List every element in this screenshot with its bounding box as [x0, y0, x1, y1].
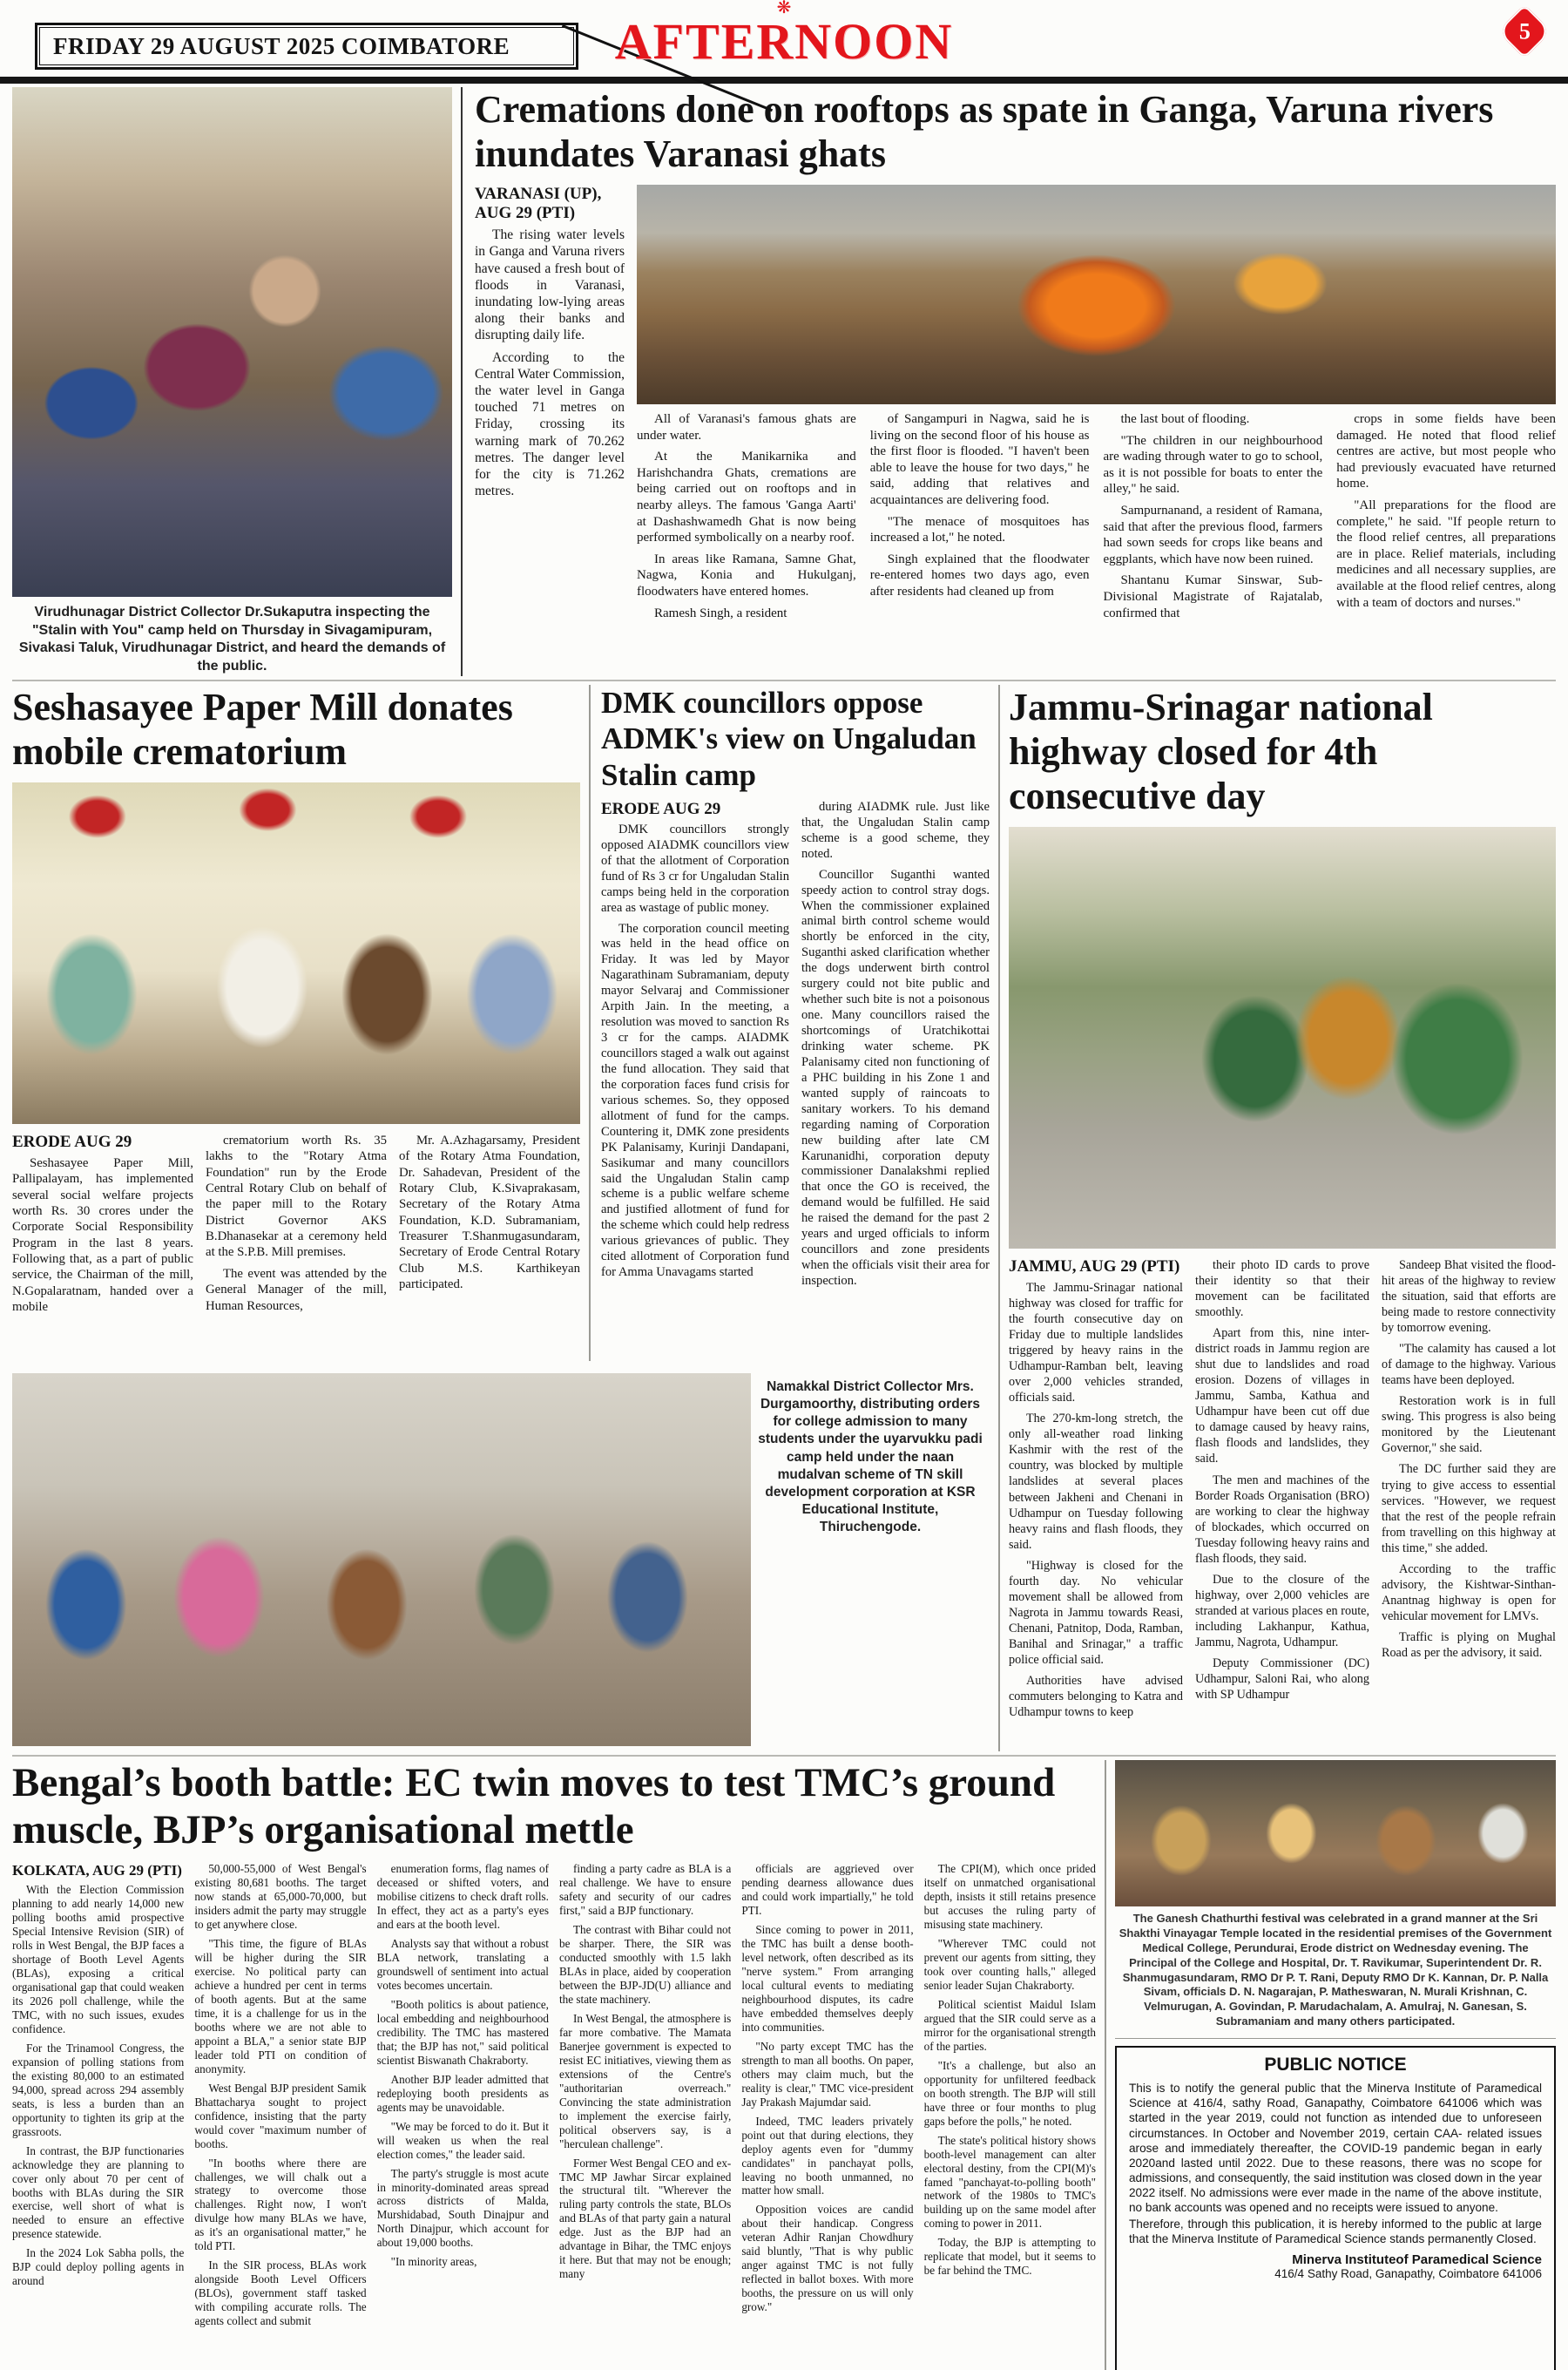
paragraph: For the Trinamool Congress, the expansion of polling stations from the existing 80,000 to an estimated 94,000, spread across 294 assembly seats, is less a burden than an opportunity to tighten its grip at the grassroots. — [12, 2041, 185, 2138]
paragraph: "Wherever TMC could not prevent our agents from sitting, they took over counting halls," alleged senior leader Sujan Chakraborty. — [923, 1937, 1096, 1992]
page-number: 5 — [1518, 18, 1531, 44]
jammu-col1 — [1009, 1257, 1183, 1751]
bengal-col2 — [194, 1862, 366, 2370]
paragraph: The men and machines of the Border Roads Organisation (BRO) are working to clear the highway of blockades, which occurred on Tuesday following heavy rains and flash floods, they said. — [1195, 1473, 1369, 1566]
paragraph: 50,000-55,000 of West Bengal's existing 80,681 booths. The target now stands at 65,000-70,000, but insiders admit the party may struggle to get anywhere close. — [194, 1862, 367, 1932]
article-dmk — [599, 685, 990, 1361]
paragraph: the last bout of flooding. — [1120, 412, 1250, 427]
vertical-divider — [1105, 1760, 1106, 2370]
paragraph: "The calamity has caused a lot of damage to the highway. Various teams have been deployed. — [1382, 1342, 1556, 1388]
paragraph: Political scientist Maidul Islam argued that the SIR could serve as a mirror for the organisational strength of the parties. — [923, 1997, 1096, 2053]
paragraph: "All preparations for the flood are complete," he said. "If people return to the flood relief centres, all preparations are in place. Relief materials, including medicines and all necessary supplies, are available at the flood relief centres, along with a team of doctors and nurses." — [1336, 498, 1556, 610]
paragraph: Mr. A.Azhagarsamy, President of the Rotary Atma Foundation, Dr. Sahadevan, President of the Rotary Club, K.Sivaprakasam, Secretary of the Rotary Atma Foundation, K.D. Subramaniam, Treasurer T.Shanmugasundaram, Secretary of Erode Central Rotary Club M.S. Karthikeyan participated. — [399, 1134, 580, 1292]
dmk-dateline: ERODE AUG 29 — [601, 799, 721, 818]
paragraph: Opposition voices are candid about their handicap. Congress veteran Adhir Ranjan Chowdhury said bluntly, "That is why public anger against TMC is not fully reflected in ballot boxes. With more booths, the pressure on us will only grow." — [741, 2203, 914, 2314]
paragraph: "Highway is closed for the fourth day. No vehicular movement shall be allowed from Nagrota in Jammu towards Reasi, Chenani, Patnitop, Doda, Ramban, Banihal and Srinagar," a traffic police official said. — [1009, 1558, 1183, 1667]
article-bengal — [12, 1760, 1096, 2370]
public-notice-address: 416/4 Sathy Road, Ganapathy, Coimbatore 641006 — [1274, 2266, 1542, 2280]
paragraph: Today, the BJP is attempting to replicate that model, but it seems to be far behind the TMC. — [923, 2236, 1096, 2278]
paragraph: In areas like Ramana, Samne Ghat, Nagwa, Konia and Hukulganj, floodwaters have entered homes. — [637, 552, 856, 599]
dmk-headline: DMK councillors oppose ADMK's view on Ungaludan Stalin camp — [601, 686, 977, 792]
varanasi-intro — [475, 227, 625, 500]
lead-photo-caption: Virudhunagar District Collector Dr.Sukaputra inspecting the "Stalin with You" camp held on Thursday in Sivagamipuram, Sivakasi Taluk, Virudhunagar District, and heard the demands of the public. — [18, 604, 446, 674]
ganesh-photo — [1115, 1760, 1556, 1906]
paragraph: The DC further said they are trying to give access to essential services. "However, we request that the rest of the people refrain from travelling on this highway at this time," she added. — [1382, 1462, 1556, 1555]
varanasi-headline: Cremations done on rooftops as spate in Ganga, Varuna rivers inundates Varanasi ghats — [475, 88, 1494, 176]
public-notice-title: PUBLIC NOTICE — [1264, 2055, 1407, 2075]
jammu-col2 — [1195, 1257, 1369, 1751]
bengal-col1 — [12, 1862, 184, 2370]
jammu-col3 — [1382, 1257, 1556, 1751]
paragraph: "The children in our neighbourhood are wading through water to go to school, as it is not possible for boats to enter the alley," he said. — [1103, 433, 1323, 497]
paragraph: According to the Central Water Commission, the water level in Ganga touched 71 metres on Friday, crossing its warning mark of 70.262 metres. The danger level for the city is 71.262 metres. — [475, 349, 625, 499]
paragraph: "No party except TMC has the strength to man all booths. On paper, others may claim much, but the reality is clear," TMC vice-president Jay Prakash Majumdar said. — [741, 2039, 914, 2109]
lead-photo — [12, 87, 452, 597]
paragraph: Since coming to power in 2011, the TMC has built a dense booth-level network, often described as its "nerve system." From arranging local cultural events to mediating neighbourhood disputes, its cadre have embedded themselves deeply into communities. — [741, 1923, 914, 2034]
varanasi-col3 — [1104, 411, 1323, 676]
jammu-dateline: JAMMU, AUG 29 (PTI) — [1009, 1257, 1180, 1276]
bengal-headline: Bengal’s booth battle: EC twin moves to test TMC’s ground muscle, BJP’s organisational mettle — [12, 1760, 1056, 1852]
paragraph: Deputy Commissioner (DC) Udhampur, Saloni Rai, who along with SP Udhampur — [1195, 1656, 1369, 1702]
varanasi-content — [475, 185, 1556, 676]
namakkal-photo-row — [12, 1373, 990, 1746]
paragraph: their photo ID cards to prove their identity so that their movement can be facilitated smoothly. — [1195, 1258, 1369, 1320]
seshasayee-col1-text — [12, 1155, 193, 1315]
paragraph: The rising water levels in Ganga and Varuna rivers have caused a fresh bout of floods in Varanasi, inundating low-lying areas along their banks and disrupting daily life. — [475, 227, 625, 343]
paragraph: Indeed, TMC leaders privately point out that during elections, they deploy agents even for "dummy candidates" in panchayat polls, leaving no booth unmanned, no matter how small. — [741, 2114, 914, 2197]
middle-section — [12, 685, 1556, 1751]
bottom-section — [12, 1760, 1556, 2370]
paragraph: Apart from this, nine inter-district roads in Jammu region are shut due to landslides and road erosion. Dozens of villages in Jammu, Samba, Kathua and Udhampur have been cut off due to damage caused by heavy rains, flash floods and landslides, they said. — [1195, 1326, 1369, 1466]
horizontal-divider — [1115, 2038, 1556, 2039]
jammu-columns — [1009, 1257, 1556, 1751]
paragraph: This is to notify the general public that the Minerva Institute of Paramedical Science at 416/4, sathy Road, Ganapathy, Coimbatore 641006 which was started in the year 2019, could not function as intended due to unforeseen circumstances. In October and November 2019, certain CAA- related issues arose and immediately thereafter, the COVID-19 pandemic began in early 2020and lasted until 2022. Due to these reasons, there was no scope for admissions, and consequently, the said institution was closed down in the year 2022 itself. No admissions were ever made in the name of the above institute, no bank accounts was opened and no receipts were issued to anyone. — [1129, 2082, 1542, 2215]
bengal-col3 — [377, 1862, 549, 2370]
bengal-columns — [12, 1862, 1096, 2370]
paragraph: "Booth politics is about patience, local embedding and neighbourhood credibility. The TMC has mastered that; the BJP has not," said political scientist Biswanath Chakraborty. — [376, 1997, 549, 2067]
paragraph: Sampurnanand, a resident of Ramana, said that after the previous flood, farmers had sown seeds for crops like beans and eggplants, which have now been ruined. — [1103, 504, 1323, 566]
masthead — [0, 0, 1568, 77]
paragraph: Restoration work is in full swing. This progress is also being monitored by the Lieutenant Governor," she said. — [1382, 1394, 1556, 1456]
paragraph: "The menace of mosquitoes has increased a lot," he noted. — [869, 514, 1090, 545]
varanasi-dateline: VARANASI (UP), AUG 29 (PTI) — [475, 185, 602, 223]
dmk-col1 — [601, 800, 789, 1361]
masthead-logo-icon: ❋ — [776, 0, 792, 17]
vertical-divider — [589, 685, 591, 1361]
seshasayee-dateline: ERODE AUG 29 — [12, 1133, 132, 1152]
paragraph: With the Election Commission planning to add nearly 14,000 new polling booths amid prospective Special Intensive Revision (SIR) of rolls in West Bengal, the BJP faces a shortage of Booth Level Agents (BLAs), exposing a critical organisational gap that could weaken its 2026 poll challenge, while the TMC, with no such issues, exudes confidence. — [12, 1883, 185, 2035]
vertical-divider — [998, 685, 1000, 1751]
varanasi-photo — [637, 185, 1556, 404]
masthead-rule — [0, 77, 1568, 84]
paragraph: Therefore, through this publication, it is hereby informed to the public at large that the Minerva Institute of Paramedical Science stands permanently Closed. — [1129, 2218, 1542, 2246]
paragraph: Singh explained that the floodwater re-entered homes two days ago, even after residents had cleaned up from — [869, 552, 1090, 599]
paragraph: Sandeep Bhat visited the flood-hit areas of the highway to review the situation, said that efforts are being made to restore connectivity by tomorrow evening. — [1382, 1258, 1556, 1336]
dmk-col2 — [801, 800, 990, 1361]
middle-left-group — [12, 685, 990, 1751]
vertical-divider — [461, 87, 463, 676]
paragraph: All of Varanasi's famous ghats are under water. — [637, 412, 856, 443]
paragraph: officials are aggrieved over pending dearness allowance dues and could work impartially," he told PTI. — [741, 1862, 914, 1918]
paragraph: "In booths where there are challenges, we will chalk out a strategy to overcome those challenges. Right now, I won't divulge how many BLAs we have, as it's an organisational matter," he told PTI. — [194, 2156, 367, 2253]
paragraph: In the 2024 Lok Sabha polls, the BJP could deploy polling agents in around — [12, 2246, 185, 2288]
varanasi-main — [637, 185, 1556, 676]
paragraph: DMK councillors strongly opposed AIADMK councillors view of that the allotment of Corporation fund of Rs 3 cr for Ungaludan Stalin camps being held in the corporation area as wastage of public money. — [601, 822, 789, 915]
paragraph: Due to the closure of the highway, over 2,000 vehicles are stranded at various places en route, including Lakhanpur, Kathua, Jammu, Nagrota, Udhampur. — [1195, 1572, 1369, 1649]
paragraph: In the SIR process, BLAs work alongside Booth Level Officers (BLOs), government staff tasked with compiling accurate rolls. The agents collect and submit — [194, 2258, 367, 2328]
seshasayee-headline: Seshasayee Paper Mill donates mobile crematorium — [12, 686, 513, 774]
public-notice-signature: Minerva Instituteof Paramedical Science — [1292, 2252, 1542, 2267]
paragraph: "We may be forced to do it. But it will weaken us when the real election comes," the leader said. — [376, 2119, 549, 2161]
seshasayee-col2 — [206, 1133, 387, 1361]
paragraph: Shantanu Kumar Sinswar, Sub-Divisional Magistrate of Rajatalab, confirmed that — [1103, 573, 1323, 620]
paragraph: In contrast, the BJP functionaries acknowledge they are planning to cover only about 70 per cent of booths with BLAs during the SIR exercise, well short of what is needed to ensure an effective presence statewide. — [12, 2143, 185, 2241]
namakkal-photo-caption: Namakkal District Collector Mrs. Durgamoorthy, distributing orders for college admission to many students under the uyarvukku padi camp held under the naan mudalvan scheme of TN skill development corporation at KSR Educational Institute, Thiruchengode. — [758, 1379, 983, 1535]
paragraph: The party's struggle is most acute in minority-dominated areas spread across districts of Malda, Murshidabad, South Dinajpur and North Dinajpur, which account for about 19,000 booths. — [376, 2166, 549, 2250]
paragraph: Another BJP leader admitted that redeploying booth presidents as agents may be unavoidable. — [376, 2072, 549, 2114]
bengal-col5 — [741, 1862, 913, 2370]
lead-photo-block — [12, 87, 452, 676]
paragraph: The CPI(M), which once prided itself on unmatched organisational depth, insists it still retains presence but accuses the ruling party of misusing state machinery. — [923, 1862, 1096, 1932]
paragraph: "This time, the figure of BLAs will be higher during the SIR exercise. No political party can achieve a hundred per cent in terms of booth agents. But at the same time, it is a challenge for us in the booths where we are not able to appoint a BLA," a senior state BJP leader told PTI on condition of anonymity. — [194, 1937, 367, 2075]
varanasi-col2 — [870, 411, 1090, 676]
paragraph: According to the traffic advisory, the Kishtwar-Sinthan-Anantnag highway is open for vehicular movement for LMVs. — [1382, 1561, 1556, 1623]
masthead-title: AFTERNOON — [614, 13, 954, 70]
paragraph: finding a party cadre as BLA is a real challenge. We have to ensure safety and security of our cadres first," said a BJP functionary. — [558, 1862, 732, 1918]
dmk-columns — [601, 800, 990, 1361]
varanasi-lead-column — [475, 185, 625, 676]
bengal-col1-text — [12, 1883, 184, 2288]
varanasi-col1 — [637, 411, 856, 676]
paragraph: during AIADMK rule. Just like that, the Ungaludan Stalin camp scheme is a good scheme, they noted. — [801, 799, 990, 861]
article-varanasi — [471, 87, 1556, 676]
varanasi-columns — [637, 411, 1556, 676]
dmk-col1-text — [601, 823, 789, 1281]
paragraph: At the Manikarnika and Harishchandra Ghats, cremations are being carried out on rooftops and in nearby alleys. The famous 'Ganga Aarti' at Dashashwamedh Ghat is now being performed symbolically on a nearby roof. — [637, 450, 856, 545]
paragraph: The state's political history shows booth-level management can alter electoral destiny, from the CPI(M)'s famed "panchayat-to-polling booth" network of the 1980s to TMC's building up on the same model after coming to power in 2011. — [923, 2133, 1096, 2231]
article-jammu — [1009, 685, 1556, 1751]
paragraph: West Bengal BJP president Samik Bhattacharya sought to project confidence, insisting that the party would cover "maximum number of booths. — [194, 2081, 367, 2150]
paragraph: of Sangampuri in Nagwa, said he is living on the second floor of his house as the first floor is flooded. "I haven't been able to leave the house for two days," he said, adding that relatives and acquaintances are delivering food. — [869, 412, 1090, 508]
paragraph: crops in some fields have been damaged. He noted that flood relief centres are active, but most people who had previously evacuated have returned home. — [1336, 412, 1556, 491]
jammu-col1-text — [1009, 1280, 1183, 1720]
ganesh-photo-caption: The Ganesh Chathurthi festival was celebrated in a grand manner at the Sri Shakthi Vinayagar Temple located in the residential premises of the Government Medical College, Perundurai, Erode district on Wednesday evening. The Principal of the College and Hospital, Dr. T. Ravikumar, Superintendent Dr. R. Shanmugasundaram, RMO Dr P. T. Rani, Deputy RMO Dr K. Kannan, Dr. P. Nalla Sivam, officials D. N. Nagarajan, P. Matheswaran, N. Murali Krishnan, C. Velmurugan, A. Govindan, P. Marudachalam, A. Amulraj, N. Ganesan, S. Subramaniam and many others participated. — [1119, 1912, 1552, 2028]
paragraph: Traffic is plying on Mughal Road as per the advisory, it said. — [1382, 1629, 1556, 1660]
paragraph: The event was attended by the General Manager of the mill, Human Resources, — [206, 1266, 387, 1313]
paragraph: Analysts say that without a robust BLA network, translating a groundswell of sentiment into actual votes becomes uncertain. — [376, 1937, 549, 1992]
paragraph: The Jammu-Srinagar national highway was closed for traffic for the fourth consecutive day on Friday due to multiple landslides triggered by heavy rains in the Udhampur-Ramban belt, leaving over 2,000 vehicles stranded, officials said. — [1009, 1281, 1183, 1405]
paragraph: Seshasayee Paper Mill, Pallipalayam, has implemented several social welfare projects worth Rs. 30 crores under the Corporate Social Responsibility Program in the last 8 years. Following that, as a part of public service, the Chairman of the mill, N.Gopalaratnam, handed over a mobile — [12, 1156, 193, 1315]
paragraph: The contrast with Bihar could not be sharper. There, the SIR was conducted smoothly with 1.5 lakh BLAs in place, aided by cooperation between the BJP-JD(U) alliance and the state machinery. — [558, 1923, 732, 2006]
paragraph: "It's a challenge, but also an opportunity for unfiltered feedback on booth strength. The BJP will still have three or four months to plug gaps before the polls," he noted. — [923, 2058, 1096, 2128]
bengal-dateline: KOLKATA, AUG 29 (PTI) — [12, 1862, 182, 1879]
section-divider — [12, 680, 1556, 681]
paragraph: Authorities have advised commuters belonging to Katra and Udhampur towns to keep — [1009, 1673, 1183, 1719]
namakkal-photo — [12, 1373, 751, 1746]
public-notice — [1115, 2046, 1556, 2370]
jammu-photo — [1009, 827, 1556, 1249]
paragraph: Councillor Suganthi wanted speedy action to control stray dogs. When the commissioner explained animal birth control scheme would shortly be enforced in the city, Suganthi asked clarification whether the dogs underwent birth control surgery could not bite public and whether such bite is not a poisonous one. Many councillors raised the shortcomings of Uratchikottai drinking water scheme. PK Palanisamy cited non functioning of a PHC building in his Zone 1 and wanted supply of raincoats to sanitary workers. To his demand regarding naming of Corporation new building after late CM Karunanidhi, corporation deputy commissioner Danalakshmi replied that once the GO is received, the demand would be fulfilled. He said he raised the demand for the past 2 years and urged officials to inform councillors and zone presidents when the officials visit their area for inspection. — [801, 867, 990, 1289]
jammu-headline: Jammu-Srinagar national highway closed for 4th consecutive day — [1009, 686, 1433, 818]
varanasi-col4 — [1336, 411, 1556, 676]
seshasayee-col3 — [399, 1133, 580, 1361]
top-section — [12, 87, 1556, 676]
paragraph: "In minority areas, — [390, 2255, 477, 2269]
article-seshasayee — [12, 685, 580, 1361]
seshasayee-col1 — [12, 1133, 193, 1361]
middle-row-articles — [12, 685, 990, 1361]
seshasayee-columns — [12, 1133, 580, 1361]
date-line: FRIDAY 29 AUGUST 2025 COIMBATORE — [53, 32, 510, 59]
seshasayee-photo — [12, 782, 580, 1124]
right-rail — [1115, 1760, 1556, 2370]
paragraph: In West Bengal, the atmosphere is far more combative. The Mamata Banerjee government is expected to resist EC initiatives, viewing them as extensions of the Centre's "authoritarian overreach." Convincing the state administration to implement the exercise fairly, political observers say, is a "herculean challenge". — [558, 2011, 732, 2150]
masthead-center — [0, 0, 1568, 68]
section-divider — [12, 1755, 1556, 1757]
public-notice-body — [1129, 2081, 1542, 2246]
paragraph: The corporation council meeting was held in the head office on Friday. It was led by Mayor Nagarathinam Subramaniam, deputy mayor Selvaraj and Commissioner Arpith Jain. In the meeting, a resolution was moved to sanction Rs 3 cr for the camps. AIADMK councillors staged a walk out against the fund allocation. They said that the corporation faces fund crisis for various schemes. So, they opposed allotment of fund for the camps. Countering it, DMK zone presidents PK Palanisamy, Kurinji Dandapani, Sasikumar and many councillors said the Ungaludan Stalin camp scheme is a public welfare scheme and justified allotment of fund for the scheme which could help redress various grievances of public. They cited allotment of Corporation fund for Amma Unavagams started — [601, 921, 789, 1280]
bengal-col4 — [559, 1862, 731, 2370]
paragraph: The 270-km-long stretch, the only all-weather road linking Kashmir with the rest of the country, was blocked by multiple landslides at several places between Jakheni and Chenani in Udhampur on Tuesday following heavy rains and flash floods, they said. — [1009, 1412, 1183, 1552]
paragraph: enumeration forms, flag names of deceased or shifted voters, and mobilise citizens to check draft rolls. In effect, they act as a party's eyes and ears at the booth level. — [376, 1862, 549, 1932]
paragraph: Former West Bengal CEO and ex-TMC MP Jawhar Sircar explained the structural tilt. "Wherever the ruling party controls the state, BLOs and BLAs of that party gain a natural edge. Just as the BJP had an advantage in Bihar, the TMC enjoys it here. But that may not be enough; many — [558, 2156, 732, 2281]
paragraph: Ramesh Singh, a resident — [654, 606, 787, 620]
paragraph: crematorium worth Rs. 35 lakhs to the "Rotary Atma Foundation" run by the Erode Central Rotary Club on behalf of the paper mill to the Rotary District Governor AKS B.Dhanasekar at a ceremony held at the S.P.B. Mill premises. — [206, 1134, 387, 1260]
bengal-col6 — [924, 1862, 1096, 2370]
